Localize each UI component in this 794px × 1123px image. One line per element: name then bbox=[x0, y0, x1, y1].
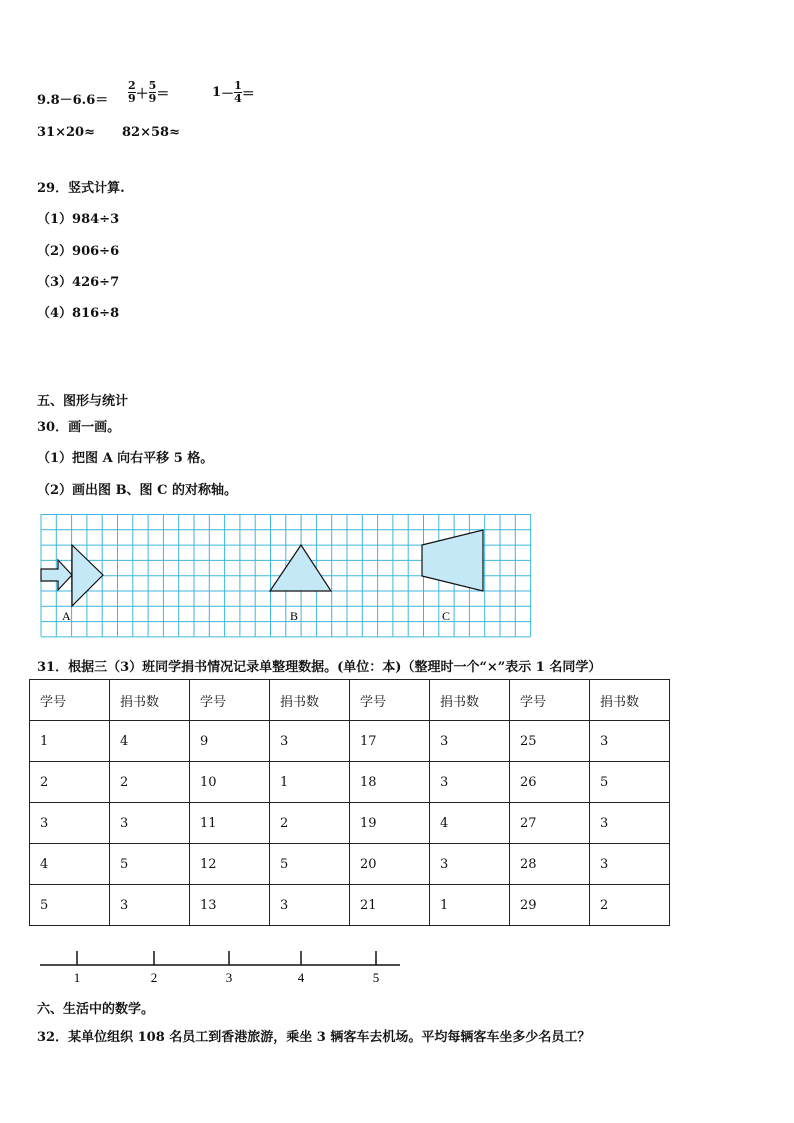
fraction-2-9: $\frac{2}{9}$ bbox=[128, 79, 136, 105]
section-6-heading: 六、生活中的数学。 bbox=[37, 1002, 155, 1017]
table-cell: 25 bbox=[510, 721, 590, 762]
table-cell: 3 bbox=[30, 803, 110, 844]
q29-item-1: （1）984÷3 bbox=[37, 212, 120, 227]
label-a: A bbox=[62, 609, 71, 623]
table-cell: 11 bbox=[190, 803, 270, 844]
q30-item-1: （1）把图 A 向右平移 5 格。 bbox=[37, 451, 214, 466]
table-cell: 5 bbox=[30, 885, 110, 926]
table-cell: 2 bbox=[270, 803, 350, 844]
q30-title: 30．画一画。 bbox=[37, 420, 121, 435]
shape-a-outer-triangle bbox=[72, 545, 103, 606]
table-cell: 26 bbox=[510, 762, 590, 803]
axis-tick-label: 3 bbox=[225, 970, 233, 985]
table-cell: 12 bbox=[190, 844, 270, 885]
table-cell: 5 bbox=[590, 762, 670, 803]
label-c: C bbox=[442, 609, 451, 623]
table-cell: 3 bbox=[590, 721, 670, 762]
table-row bbox=[30, 762, 670, 803]
table-header-cell: 捐书数 bbox=[430, 680, 510, 721]
table-cell: 3 bbox=[270, 721, 350, 762]
table-cell: 21 bbox=[350, 885, 430, 926]
grid-figure bbox=[40, 514, 532, 638]
axis-tick-label: 5 bbox=[372, 970, 380, 985]
table-cell: 1 bbox=[270, 762, 350, 803]
table-cell: 1 bbox=[430, 885, 510, 926]
table-row bbox=[30, 885, 670, 926]
calc-fraction-sum: $\frac{2}{9}$ ＋ $\frac{5}{9}$ ＝ bbox=[128, 79, 170, 105]
table-header-cell: 学号 bbox=[190, 680, 270, 721]
axis-tick-label: 4 bbox=[297, 970, 305, 985]
table-cell: 3 bbox=[430, 721, 510, 762]
table-row bbox=[30, 844, 670, 885]
table-cell: 19 bbox=[350, 803, 430, 844]
section-5-heading: 五、图形与统计 bbox=[37, 394, 129, 409]
table-header-row bbox=[30, 680, 670, 721]
table-cell: 5 bbox=[270, 844, 350, 885]
calc-82x58: 82×58≈ bbox=[122, 125, 180, 140]
table-cell: 20 bbox=[350, 844, 430, 885]
table-cell: 4 bbox=[430, 803, 510, 844]
axis-tick-label: 2 bbox=[150, 970, 158, 985]
tally-axis bbox=[38, 948, 402, 988]
table-cell: 13 bbox=[190, 885, 270, 926]
table-cell: 28 bbox=[510, 844, 590, 885]
table-cell: 3 bbox=[590, 844, 670, 885]
table-header-cell: 学号 bbox=[350, 680, 430, 721]
table-cell: 10 bbox=[190, 762, 270, 803]
table-cell: 3 bbox=[430, 844, 510, 885]
table-cell: 4 bbox=[110, 721, 190, 762]
table-cell: 3 bbox=[590, 803, 670, 844]
fraction-1-4: $\frac{1}{4}$ bbox=[234, 79, 242, 105]
table-header-cell: 捐书数 bbox=[110, 680, 190, 721]
donation-table bbox=[29, 679, 670, 926]
table-cell: 3 bbox=[430, 762, 510, 803]
table-header-cell: 学号 bbox=[510, 680, 590, 721]
table-header-cell: 学号 bbox=[30, 680, 110, 721]
table-cell: 4 bbox=[30, 844, 110, 885]
table-cell: 2 bbox=[590, 885, 670, 926]
table-cell: 5 bbox=[110, 844, 190, 885]
table-cell: 3 bbox=[110, 885, 190, 926]
table-cell: 1 bbox=[30, 721, 110, 762]
calc-1-minus-quarter: 1－ $\frac{1}{4}$ ＝ bbox=[212, 79, 255, 105]
table-cell: 2 bbox=[110, 762, 190, 803]
table-cell: 2 bbox=[30, 762, 110, 803]
table-cell: 3 bbox=[110, 803, 190, 844]
q30-item-2: （2）画出图 B、图 C 的对称轴。 bbox=[37, 483, 237, 498]
q31-title: 31．根据三（3）班同学捐书情况记录单整理数据。(单位：本)（整理时一个“×”表示 1 名同学） bbox=[37, 660, 602, 675]
calc-31x20: 31×20≈ bbox=[37, 125, 95, 140]
shape-b-triangle bbox=[270, 545, 331, 591]
q29-title: 29．竖式计算. bbox=[37, 181, 125, 196]
table-row bbox=[30, 803, 670, 844]
q29-item-3: （3）426÷7 bbox=[37, 275, 120, 290]
table-cell: 29 bbox=[510, 885, 590, 926]
axis-tick-label: 1 bbox=[73, 970, 81, 985]
table-header-cell: 捐书数 bbox=[590, 680, 670, 721]
table-header-cell: 捐书数 bbox=[270, 680, 350, 721]
shape-c-trapezoid bbox=[422, 530, 483, 591]
table-cell: 9 bbox=[190, 721, 270, 762]
calc-9.8-minus-6.6: 9.8－6.6＝ bbox=[37, 93, 109, 108]
fraction-5-9: $\frac{5}{9}$ bbox=[148, 79, 157, 105]
q29-item-2: （2）906÷6 bbox=[37, 244, 120, 259]
label-b: B bbox=[290, 609, 299, 623]
q29-item-4: （4）816÷8 bbox=[37, 306, 120, 321]
table-cell: 17 bbox=[350, 721, 430, 762]
table-cell: 18 bbox=[350, 762, 430, 803]
q32-title: 32．某单位组织 108 名员工到香港旅游，乘坐 3 辆客车去机场。平均每辆客车坐多少名员工？ bbox=[37, 1030, 591, 1045]
table-row bbox=[30, 721, 670, 762]
table-cell: 27 bbox=[510, 803, 590, 844]
table-cell: 3 bbox=[270, 885, 350, 926]
